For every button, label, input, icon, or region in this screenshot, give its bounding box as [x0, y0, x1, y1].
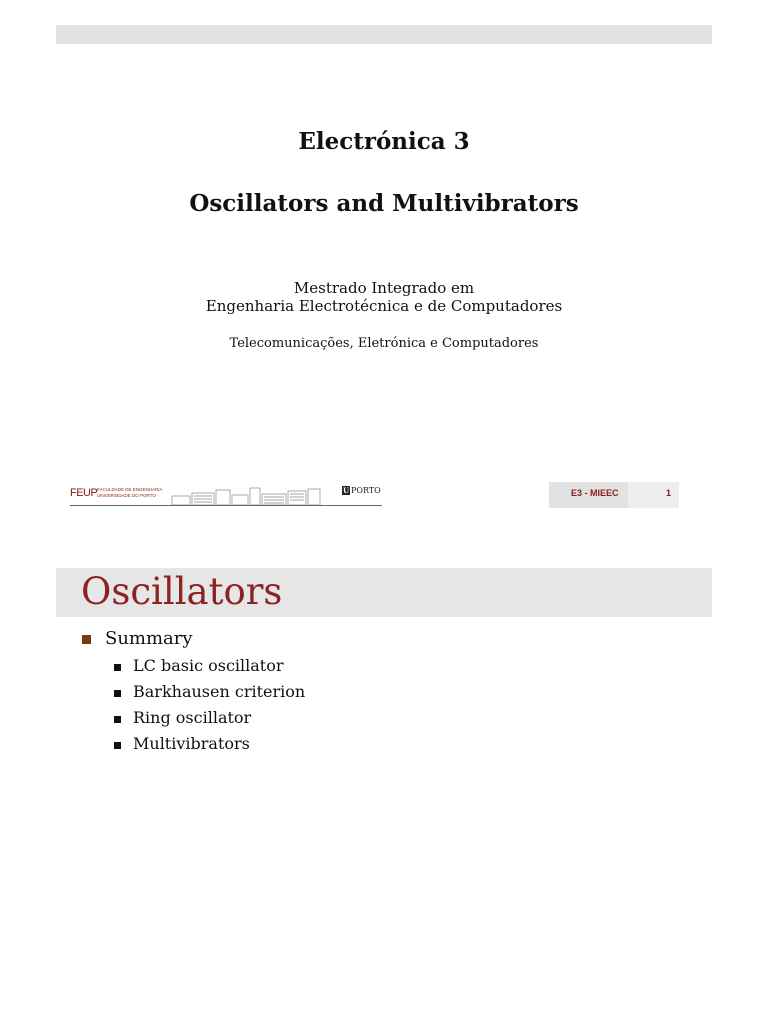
topic-title: Oscillators and Multivibrators: [189, 190, 579, 217]
feup-logo-banner: [70, 484, 382, 508]
program-line-1: Mestrado Integrado em: [293, 279, 475, 297]
uporto-logo: U PORTO: [342, 486, 381, 495]
square-bullet-icon: [114, 716, 121, 723]
specialization: Telecomunicações, Eletrónica e Computadores: [229, 336, 539, 351]
square-bullet-icon: [114, 664, 121, 671]
building-sketch-icon: [170, 486, 335, 506]
slide-title: Oscillators: [81, 570, 283, 613]
program-line-2: Engenharia Electrotécnica e de Computadores: [205, 297, 563, 315]
feup-logo-text: FEUP: [70, 487, 98, 499]
faculty-name: FACULDADE DE ENGENHARIA UNIVERSIDADE DO PORTO: [97, 487, 163, 498]
square-bullet-icon: [114, 690, 121, 697]
square-bullet-icon: [82, 635, 91, 644]
page-number: 1: [666, 488, 672, 498]
course-badge: [549, 482, 679, 508]
slide-header: [56, 568, 712, 617]
page-number-box: [628, 482, 679, 508]
summary-label: Summary: [105, 628, 193, 649]
square-bullet-icon: [114, 742, 121, 749]
course-title: Electrónica 3: [298, 128, 470, 155]
top-header-bar: [56, 25, 712, 44]
course-code: E3 - MIEEC: [571, 488, 619, 498]
footer-divider: [70, 505, 382, 506]
